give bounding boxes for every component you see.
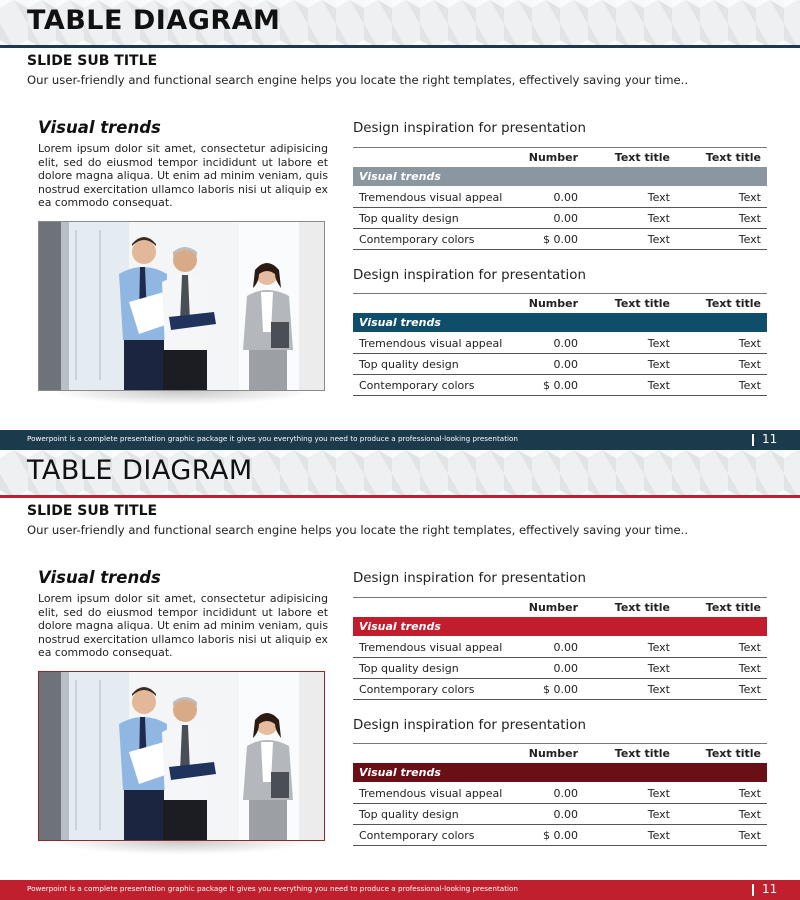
header-text-title: Text title bbox=[705, 297, 761, 310]
table-caption: Design inspiration for presentation bbox=[353, 121, 586, 136]
row-label: Top quality design bbox=[359, 358, 459, 371]
table-row bbox=[353, 375, 767, 396]
header-rule bbox=[0, 45, 800, 48]
slide-title: TABLE DIAGRAM bbox=[27, 455, 253, 486]
row-number: $ 0.00 bbox=[543, 379, 578, 392]
header-text-title: Text title bbox=[705, 601, 761, 614]
row-label: Contemporary colors bbox=[359, 379, 475, 392]
header-rule bbox=[0, 495, 800, 498]
section-heading: Visual trends bbox=[38, 568, 161, 587]
row-number: $ 0.00 bbox=[543, 683, 578, 696]
row-text: Text bbox=[738, 379, 761, 392]
row-text: Text bbox=[647, 191, 670, 204]
row-text: Text bbox=[647, 233, 670, 246]
row-number: $ 0.00 bbox=[543, 233, 578, 246]
photo-shadow bbox=[50, 391, 313, 405]
table-row bbox=[353, 658, 767, 679]
header-number: Number bbox=[528, 747, 578, 760]
row-number: 0.00 bbox=[553, 337, 578, 350]
row-label: Top quality design bbox=[359, 212, 459, 225]
page-number: 11 bbox=[762, 432, 778, 446]
footer-text: Powerpoint is a complete presentation graphic package it gives you everything you need to produce a professional-looking presentation bbox=[27, 884, 518, 893]
page-number: 11 bbox=[762, 882, 778, 896]
header-pattern bbox=[0, 0, 800, 46]
row-label: Top quality design bbox=[359, 808, 459, 821]
row-label: Contemporary colors bbox=[359, 829, 475, 842]
row-text: Text bbox=[647, 662, 670, 675]
band-label: Visual trends bbox=[359, 316, 441, 329]
header-text-title: Text title bbox=[614, 747, 670, 760]
row-text: Text bbox=[738, 641, 761, 654]
row-text: Text bbox=[647, 379, 670, 392]
header-number: Number bbox=[528, 297, 578, 310]
header-pattern bbox=[0, 450, 800, 496]
row-text: Text bbox=[738, 787, 761, 800]
row-text: Text bbox=[738, 662, 761, 675]
row-text: Text bbox=[738, 191, 761, 204]
tagline: Our user-friendly and functional search engine helps you locate the right templates, effectively saving your time.. bbox=[27, 523, 689, 537]
row-label: Contemporary colors bbox=[359, 233, 475, 246]
slide-subtitle: SLIDE SUB TITLE bbox=[27, 53, 158, 69]
table-row bbox=[353, 187, 767, 208]
slide-subtitle: SLIDE SUB TITLE bbox=[27, 503, 158, 519]
band-label: Visual trends bbox=[359, 170, 441, 183]
slide-title: TABLE DIAGRAM bbox=[27, 5, 281, 36]
row-text: Text bbox=[647, 829, 670, 842]
footer-text: Powerpoint is a complete presentation graphic package it gives you everything you need to produce a professional-looking presentation bbox=[27, 434, 518, 443]
section-heading: Visual trends bbox=[38, 118, 161, 137]
photo-illustration bbox=[39, 222, 325, 391]
row-text: Text bbox=[647, 337, 670, 350]
row-text: Text bbox=[647, 808, 670, 821]
photo-illustration bbox=[39, 672, 325, 841]
row-text: Text bbox=[738, 233, 761, 246]
row-label: Tremendous visual appeal bbox=[359, 641, 503, 654]
footer-divider bbox=[752, 434, 754, 446]
table-band-row bbox=[353, 617, 767, 637]
row-text: Text bbox=[738, 337, 761, 350]
row-number: 0.00 bbox=[553, 358, 578, 371]
table-row bbox=[353, 679, 767, 700]
footer-bar bbox=[0, 880, 800, 900]
body-text: Lorem ipsum dolor sit amet, consectetur adipisicing elit, sed do eiusmod tempor incididunt ut labore et dolore magna aliqua. Ut enim ad minim veniam, quis nostrud exercitation ullamco laboris nisi ut aliquip ex ea commodo consequat. bbox=[38, 142, 328, 210]
band-label: Visual trends bbox=[359, 766, 441, 779]
header-text-title: Text title bbox=[705, 151, 761, 164]
body-text: Lorem ipsum dolor sit amet, consectetur adipisicing elit, sed do eiusmod tempor incididunt ut labore et dolore magna aliqua. Ut enim ad minim veniam, quis nostrud exercitation ullamco laboris nisi ut aliquip ex ea commodo consequat. bbox=[38, 592, 328, 660]
row-text: Text bbox=[738, 829, 761, 842]
row-number: 0.00 bbox=[553, 662, 578, 675]
photo-shadow bbox=[50, 841, 313, 855]
row-number: 0.00 bbox=[553, 191, 578, 204]
row-text: Text bbox=[738, 212, 761, 225]
header-text-title: Text title bbox=[614, 297, 670, 310]
table-row bbox=[353, 354, 767, 375]
table-caption: Design inspiration for presentation bbox=[353, 718, 586, 733]
row-number: 0.00 bbox=[553, 808, 578, 821]
data-table bbox=[353, 597, 767, 700]
business-people-photo bbox=[38, 671, 325, 841]
row-text: Text bbox=[738, 683, 761, 696]
data-table bbox=[353, 147, 767, 250]
row-text: Text bbox=[647, 683, 670, 696]
business-people-photo bbox=[38, 221, 325, 391]
table-caption: Design inspiration for presentation bbox=[353, 571, 586, 586]
row-text: Text bbox=[738, 808, 761, 821]
table-row bbox=[353, 208, 767, 229]
row-text: Text bbox=[647, 358, 670, 371]
table-caption: Design inspiration for presentation bbox=[353, 268, 586, 283]
row-number: 0.00 bbox=[553, 641, 578, 654]
table-band-row bbox=[353, 167, 767, 187]
row-label: Tremendous visual appeal bbox=[359, 337, 503, 350]
table-header-row bbox=[353, 293, 767, 313]
header-text-title: Text title bbox=[705, 747, 761, 760]
row-label: Top quality design bbox=[359, 662, 459, 675]
row-number: 0.00 bbox=[553, 787, 578, 800]
row-label: Tremendous visual appeal bbox=[359, 787, 503, 800]
table-header-row bbox=[353, 743, 767, 763]
slide-2 bbox=[0, 450, 800, 900]
row-text: Text bbox=[647, 787, 670, 800]
table-row bbox=[353, 804, 767, 825]
table-band-row bbox=[353, 313, 767, 333]
header-text-title: Text title bbox=[614, 151, 670, 164]
row-text: Text bbox=[738, 358, 761, 371]
row-text: Text bbox=[647, 641, 670, 654]
tagline: Our user-friendly and functional search engine helps you locate the right templates, effectively saving your time.. bbox=[27, 73, 689, 87]
table-row bbox=[353, 783, 767, 804]
table-header-row bbox=[353, 147, 767, 167]
table-row bbox=[353, 637, 767, 658]
row-label: Contemporary colors bbox=[359, 683, 475, 696]
row-number: $ 0.00 bbox=[543, 829, 578, 842]
table-row bbox=[353, 825, 767, 846]
header-number: Number bbox=[528, 151, 578, 164]
table-row bbox=[353, 333, 767, 354]
table-header-row bbox=[353, 597, 767, 617]
footer-divider bbox=[752, 884, 754, 896]
row-text: Text bbox=[647, 212, 670, 225]
header-text-title: Text title bbox=[614, 601, 670, 614]
row-label: Tremendous visual appeal bbox=[359, 191, 503, 204]
footer-bar bbox=[0, 430, 800, 450]
header-number: Number bbox=[528, 601, 578, 614]
data-table bbox=[353, 293, 767, 396]
table-row bbox=[353, 229, 767, 250]
table-band-row bbox=[353, 763, 767, 783]
row-number: 0.00 bbox=[553, 212, 578, 225]
band-label: Visual trends bbox=[359, 620, 441, 633]
data-table bbox=[353, 743, 767, 846]
